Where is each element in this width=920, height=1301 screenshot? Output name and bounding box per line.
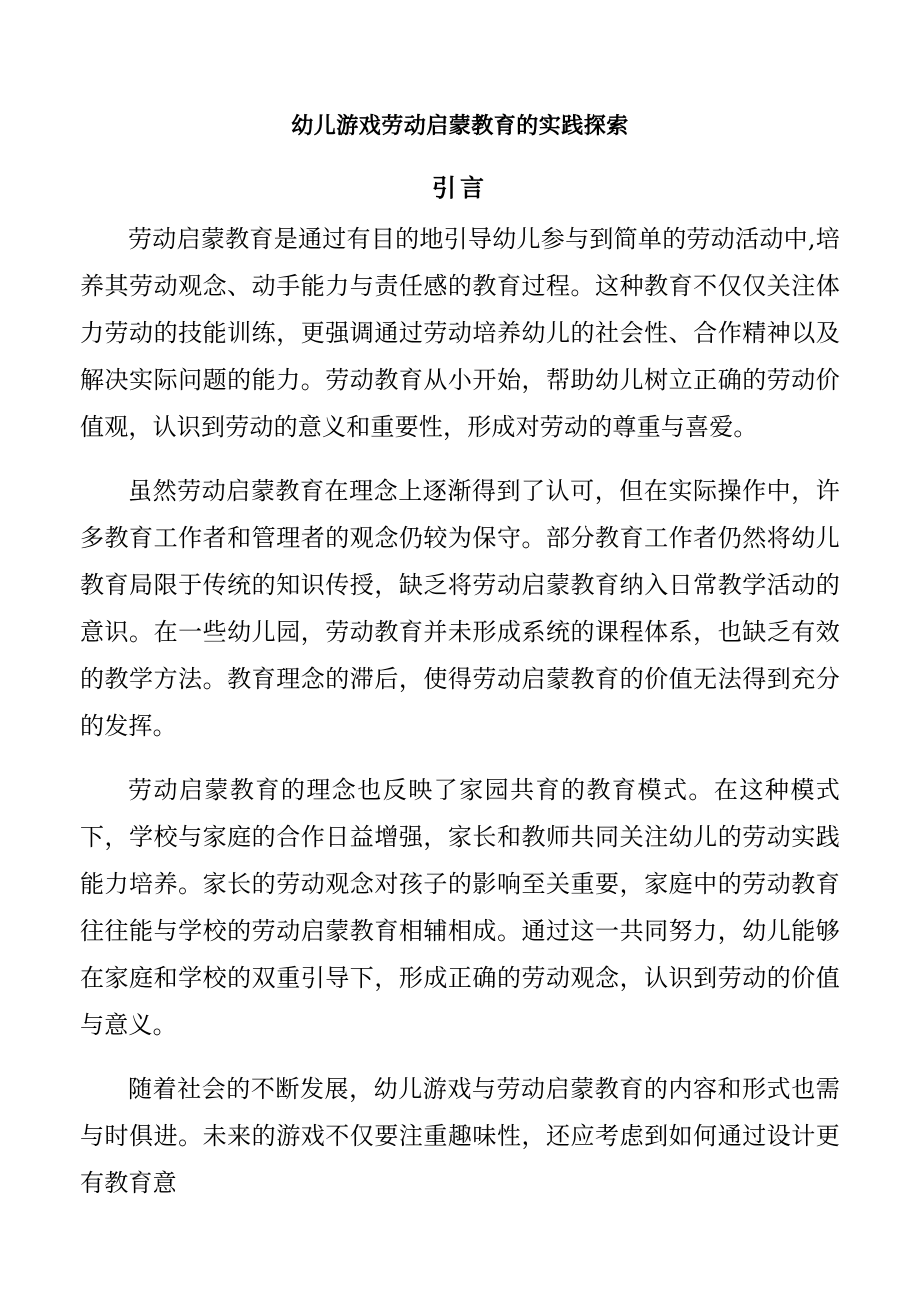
document-title: 幼儿游戏劳动启蒙教育的实践探索 [291, 113, 629, 139]
document-body [80, 216, 840, 1224]
paragraph-3: 劳动启蒙教育的理念也反映了家园共育的教育模式。在这种模式下，学校与家庭的合作日益增强，家长和教师共同关注幼儿的劳动实践能力培养。家长的劳动观念对孩子的影响至关重要，家庭中的劳动教育往往能与学校的劳动启蒙教育相辅相成。通过这一共同努力，幼儿能够在家庭和学校的双重引导下，形成正确的劳动观念，认识到劳动的价值与意义。 [80, 776, 840, 1039]
paragraph-1: 劳动启蒙教育是通过有目的地引导幼儿参与到简单的劳动活动中,培养其劳动观念、动手能力与责任感的教育过程。这种教育不仅仅关注体力劳动的技能训练，更强调通过劳动培养幼儿的社会性、合作精神以及解决实际问题的能力。劳动教育从小开始，帮助幼儿树立正确的劳动价值观，认识到劳动的意义和重要性，形成对劳动的尊重与喜爱。 [80, 225, 840, 441]
section-heading-introduction: 引言 [432, 173, 488, 202]
paragraph-4: 随着社会的不断发展，幼儿游戏与劳动启蒙教育的内容和形式也需与时俱进。未来的游戏不仅要注重趣味性，还应考虑到如何通过设计更有教育意 [80, 1075, 840, 1197]
paragraph-2: 虽然劳动启蒙教育在理念上逐渐得到了认可，但在实际操作中，许多教育工作者和管理者的观念仍较为保守。部分教育工作者仍然将幼儿教育局限于传统的知识传授，缺乏将劳动启蒙教育纳入日常教学活动的意识。在一些幼儿园，劳动教育并未形成系统的课程体系，也缺乏有效的教学方法。教育理念的滞后，使得劳动启蒙教育的价值无法得到充分的发挥。 [80, 477, 840, 740]
